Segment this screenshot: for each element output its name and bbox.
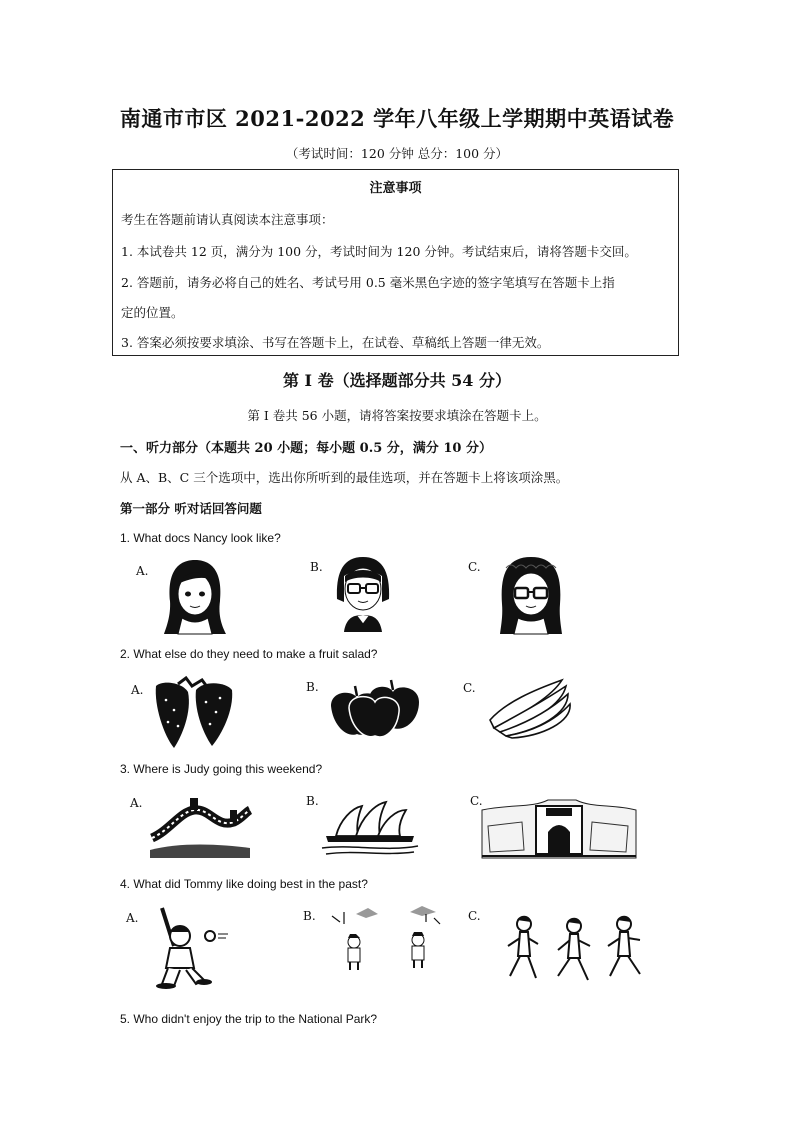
notice-item-2-cont: 定的位置。 — [121, 305, 184, 320]
strawberries-icon — [152, 676, 236, 752]
q1-option-c[interactable]: C. — [468, 560, 481, 574]
girl-long-hair-icon — [160, 556, 230, 636]
gate-building-icon — [482, 786, 636, 858]
apples-icon — [327, 678, 425, 740]
section-title: 第 I 卷（选择题部分共 54 分） — [282, 371, 512, 390]
question-2: 2. What else do they need to make a fruit salad? — [120, 647, 378, 661]
fireworks-kids-icon — [326, 904, 452, 974]
question-4: 4. What did Tommy like doing best in the past? — [120, 877, 368, 891]
q4-option-a[interactable]: A. — [126, 911, 139, 925]
q2-option-a[interactable]: A. — [131, 683, 144, 697]
q4-option-b[interactable]: B. — [303, 909, 316, 923]
question-1: 1. What docs Nancy look like? — [120, 531, 281, 545]
girl-glasses-curly-icon — [498, 554, 564, 636]
baseball-icon — [150, 906, 234, 990]
sub-section-title: 第一部分 听对话回答问题 — [120, 501, 262, 516]
q4-option-c[interactable]: C. — [468, 909, 481, 923]
great-wall-icon — [150, 792, 252, 858]
page-title: 南通市市区 2021-2022 学年八年级上学期期中英语试卷 — [119, 106, 675, 131]
part-title: 一、听力部分（本题共 20 小题；每小题 0.5 分，满分 10 分） — [120, 441, 492, 456]
q3-option-b[interactable]: B. — [306, 794, 319, 808]
question-3: 3. Where is Judy going this weekend? — [120, 762, 323, 776]
section-note: 第 I 卷共 56 小题，请将答案按要求填涂在答题卡上。 — [247, 408, 547, 423]
q2-option-b[interactable]: B. — [306, 680, 319, 694]
q3-option-a[interactable]: A. — [130, 796, 143, 810]
bananas-icon — [486, 676, 572, 740]
exam-info: （考试时间：120 分钟 总分：100 分） — [285, 146, 509, 161]
notice-item-1: 1. 本试卷共 12 页，满分为 100 分，考试时间为 120 分钟。考试结束后，请将答题卡交回。 — [121, 244, 637, 259]
q3-option-c[interactable]: C. — [470, 794, 483, 808]
notice-heading: 注意事项 — [369, 181, 422, 196]
running-kids-icon — [500, 910, 650, 990]
notice-intro: 考生在答题前请认真阅读本注意事项： — [121, 212, 334, 227]
notice-item-3: 3. 答案必须按要求填涂、书写在答题卡上，在试卷、草稿纸上答题一律无效。 — [121, 335, 550, 350]
notice-box — [112, 169, 679, 356]
opera-house-icon — [322, 796, 418, 858]
part-instruction: 从 A、B、C 三个选项中，选出你所听到的最佳选项，并在答题卡上将该项涂黑。 — [120, 470, 569, 485]
girl-glasses-icon — [332, 554, 394, 634]
notice-item-2: 2. 答题前，请务必将自己的姓名、考试号用 0.5 毫米黑色字迹的签字笔填写在答题卡上指 — [121, 275, 615, 290]
q2-option-c[interactable]: C. — [463, 681, 476, 695]
question-5: 5. Who didn't enjoy the trip to the National Park? — [120, 1012, 378, 1026]
q1-option-a[interactable]: A. — [136, 564, 149, 578]
q1-option-b[interactable]: B. — [310, 560, 323, 574]
